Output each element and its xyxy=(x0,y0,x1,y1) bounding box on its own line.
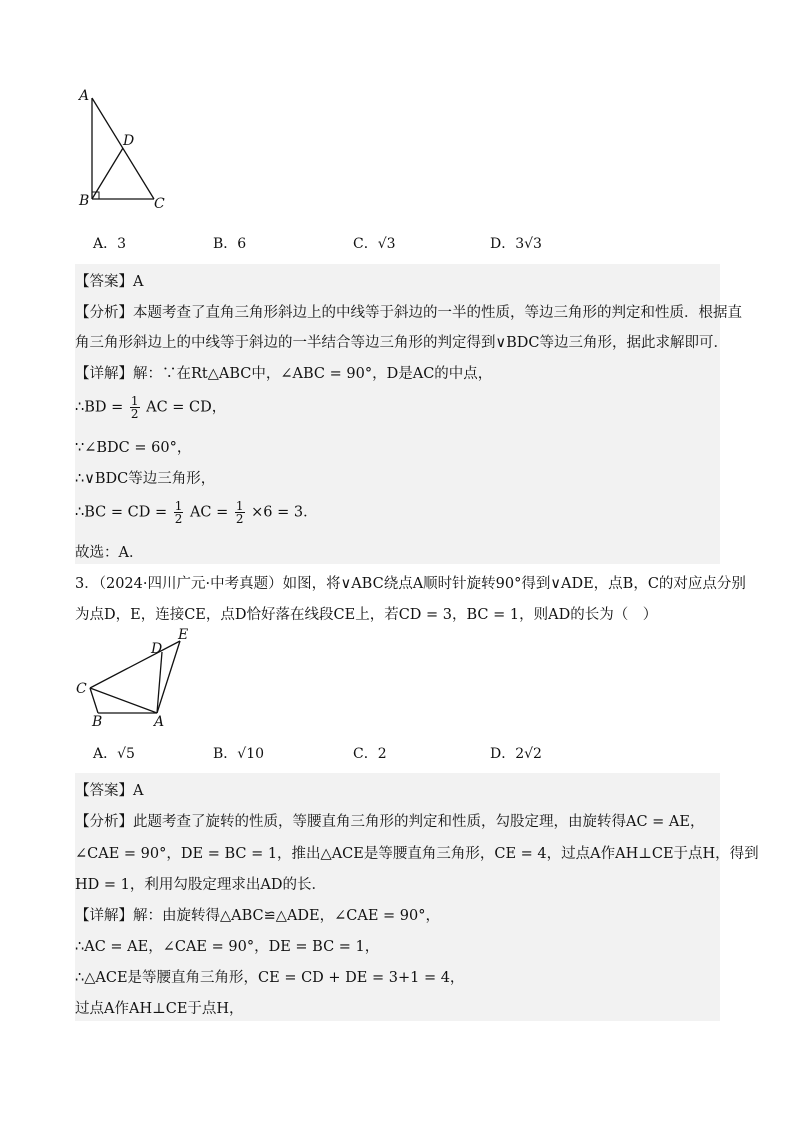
fraction xyxy=(235,500,245,525)
analysis-text: 此题考查了旋转的性质，等腰直角三角形的判定和性质，勾股定理，由旋转得AC = AE， xyxy=(133,814,705,830)
figure-q2-right-triangle xyxy=(70,80,190,220)
analysis-tag: 【分析】 xyxy=(75,305,133,321)
expr-text: ∴BD = xyxy=(75,399,124,416)
q3-option-b[interactable]: B．√10 xyxy=(213,746,265,762)
label-c: C xyxy=(154,196,165,212)
q3-detail-line-3: ∴△ACE是等腰直角三角形，CE = CD + DE = 3+1 = 4， xyxy=(75,970,465,986)
frac-num: 1 xyxy=(130,394,139,408)
q2-detail-line-4: ∴∨BDC等边三角形， xyxy=(75,471,216,487)
label-b: B xyxy=(92,714,103,730)
q3-analysis-line-3: HD = 1，利用勾股定理求出AD的长． xyxy=(75,877,326,893)
q2-options xyxy=(93,233,713,255)
q2-analysis-line-1 xyxy=(75,301,742,322)
q3-options xyxy=(93,743,713,765)
q2-detail-line-3: ∵∠BDC = 60°， xyxy=(75,440,192,456)
q2-option-b[interactable]: B．6 xyxy=(213,236,247,252)
label-c: C xyxy=(76,681,87,697)
label-a: A xyxy=(154,714,165,730)
q2-option-c[interactable]: C．√3 xyxy=(353,236,396,252)
detail-tag: 【详解】 xyxy=(75,908,133,924)
label-d: D xyxy=(151,641,163,657)
frac-den: 2 xyxy=(174,512,183,526)
q3-analysis-line-1 xyxy=(75,810,720,831)
fraction xyxy=(130,395,140,420)
analysis-text: 本题考查了直角三角形斜边上的中线等于斜边的一半的性质，等边三角形的判定和性质．根据直 xyxy=(133,305,742,321)
expr-text: AC = xyxy=(189,504,229,521)
expr-text: ∴BC = CD = xyxy=(75,504,168,521)
q3-detail-line-2: ∴AC = AE，∠CAE = 90°，DE = BC = 1， xyxy=(75,939,380,955)
detail-tag: 【详解】 xyxy=(75,366,133,382)
q2-answer: 【答案】A xyxy=(75,274,144,290)
q3-stem-line-1: 3．（2024·四川广元·中考真题）如图，将∨ABC绕点A顺时针旋转90°得到∨ADE，点B，C的对应点分别 xyxy=(75,576,746,592)
q3-detail-line-1 xyxy=(75,904,720,925)
q3-option-d[interactable]: D．2√2 xyxy=(490,746,542,762)
detail-text: 解：∵在Rt△ABC中，∠ABC = 90°，D是AC的中点， xyxy=(133,366,493,382)
q3-option-a[interactable]: A．√5 xyxy=(93,746,135,762)
expr-text: AC = CD， xyxy=(146,399,227,416)
label-d: D xyxy=(123,133,135,149)
q3-analysis-line-2: ∠CAE = 90°，DE = BC = 1，推出△ACE是等腰直角三角形，CE = 4，过点A作AH⊥CE于点H，得到 xyxy=(75,846,759,862)
q2-detail-line-2 xyxy=(75,395,720,420)
frac-den: 2 xyxy=(130,407,139,421)
figure-q3-rotation xyxy=(70,625,200,730)
label-b: B xyxy=(79,193,90,209)
q2-choice: 故选：A． xyxy=(75,545,144,561)
expr-text: ×6 = 3． xyxy=(251,504,318,521)
q3-answer: 【答案】A xyxy=(75,783,144,799)
q2-detail-line-1 xyxy=(75,362,720,383)
label-e: E xyxy=(178,627,189,643)
analysis-tag: 【分析】 xyxy=(75,814,133,830)
detail-text: 解：由旋转得△ABC≌△ADE，∠CAE = 90°， xyxy=(133,908,440,924)
frac-num: 1 xyxy=(235,499,244,513)
fraction xyxy=(174,500,184,525)
frac-den: 2 xyxy=(235,512,244,526)
label-a: A xyxy=(79,88,90,104)
q3-option-c[interactable]: C．2 xyxy=(353,746,387,762)
q3-detail-line-4: 过点A作AH⊥CE于点H， xyxy=(75,1001,244,1017)
q3-stem-line-2: 为点D，E，连接CE，点D恰好落在线段CE上，若CD = 3，BC = 1，则AD的长为（ ） xyxy=(75,607,658,623)
q2-option-d[interactable]: D．3√3 xyxy=(490,236,542,252)
frac-num: 1 xyxy=(174,499,183,513)
q2-analysis-line-2: 角三角形斜边上的中线等于斜边的一半结合等边三角形的判定得到∨BDC等边三角形，据此求解即可． xyxy=(75,335,728,351)
q2-detail-line-5 xyxy=(75,500,720,525)
q2-option-a[interactable]: A．3 xyxy=(93,236,127,252)
